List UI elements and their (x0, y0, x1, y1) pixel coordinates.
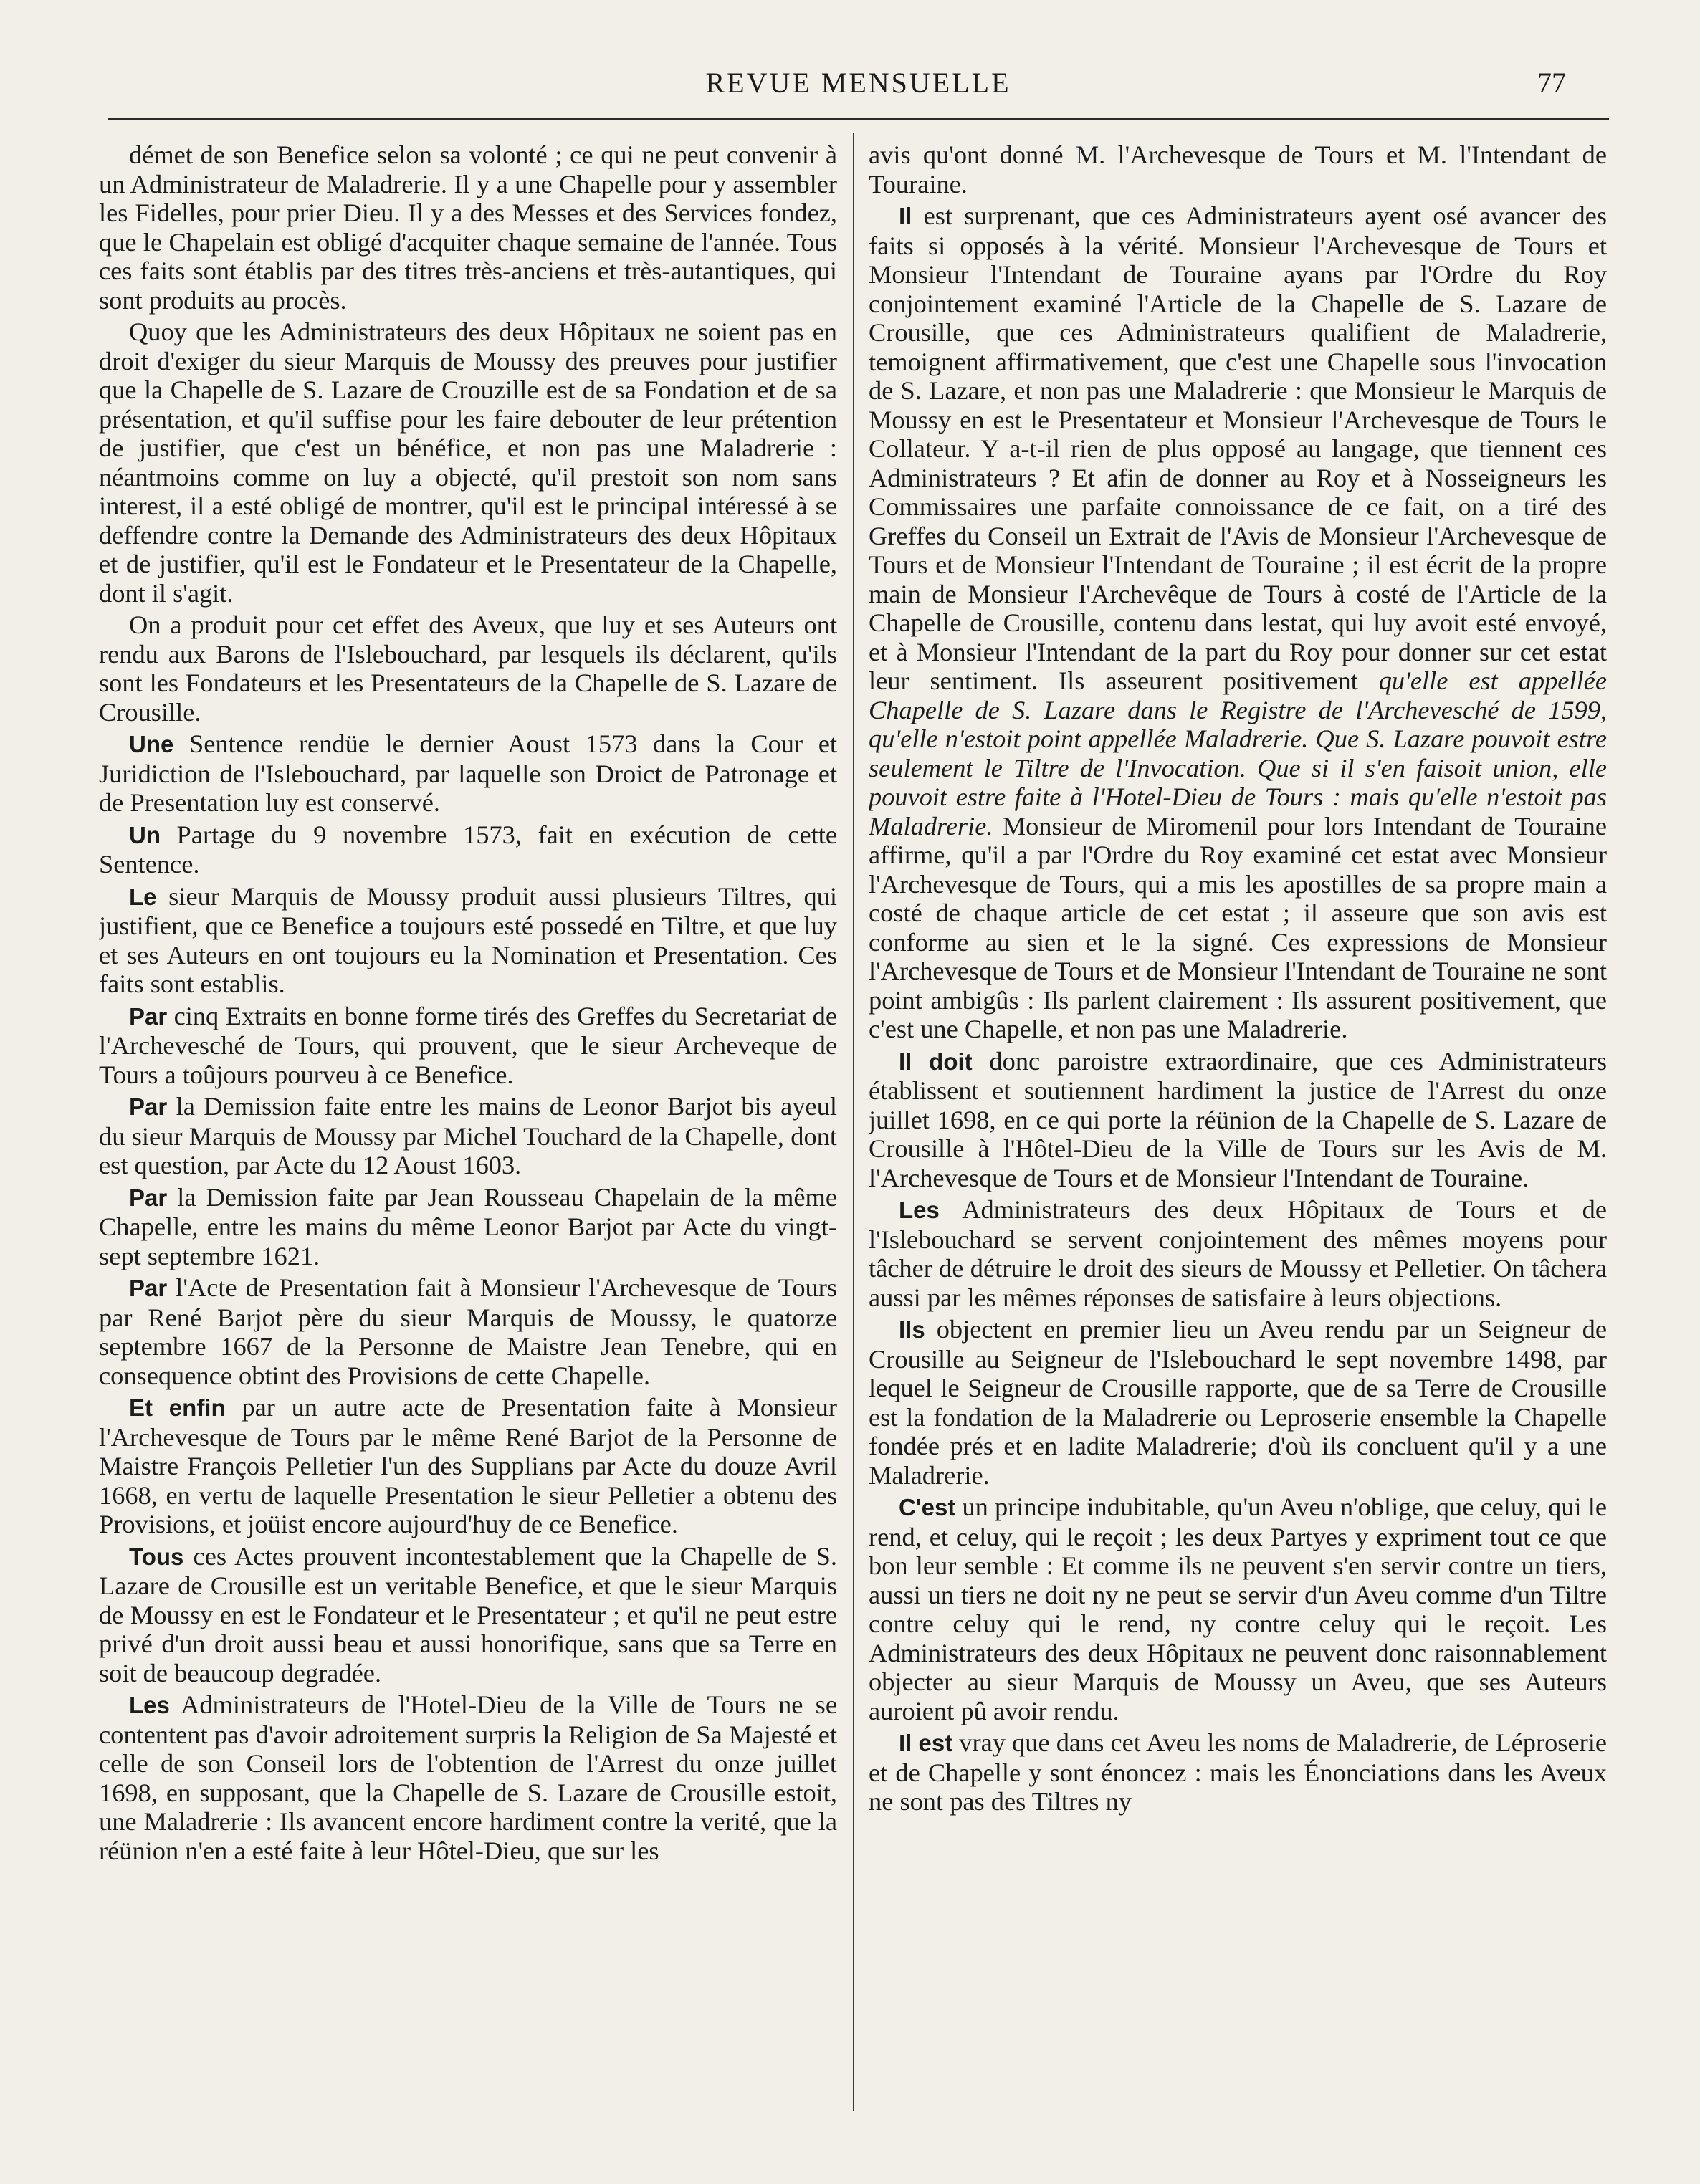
paragraph-lead: Il (899, 203, 912, 229)
paragraph-quote: qu'elle est appellée Chapelle de S. Lazare dans le Registre de l'Archevesché de 1599, qu'elle n'estoit point appellée Maladrerie. Que S. Lazare pouvoit estre seulement le Tiltre de l'Invocation. Que si il s'en faisoit union, elle pouvoit estre faite à l'Hotel-Dieu de Tours : mais qu'elle n'estoit pas Maladrerie. (869, 666, 1607, 840)
paragraph-lead: Et enfin (129, 1394, 226, 1421)
paragraph-lead: Il doit (899, 1048, 973, 1075)
paragraph-text: Administrateurs des deux Hôpitaux de Tours et de l'Islebouchard se servent conjointement des mêmes moyens pour tâcher de détruire le droit des sieurs de Moussy et Pelletier. On tâchera aussi par les mêmes réponses de satisfaire à leurs objections. (869, 1195, 1607, 1312)
paragraph-text: cinq Extraits en bonne forme tirés des Greffes du Secretariat de l'Archevesché de Tours, qui prouvent, que le sieur Archeveque de Tours a toûjours pourveu à ce Benefice. (99, 1001, 837, 1089)
paragraph-text: un principe indubitable, qu'un Aveu n'oblige, que celuy, qui le rend, et celuy, qui le reçoit ; les deux Partyes y expriment tout ce que bon leur semble : Et comme ils ne peuvent s'en servir contre un tiers, aussi un tiers ne doit ny ne peut se servir d'un Aveu comme d'un Tiltre contre celuy qui le rend, ny contre celuy qui le reçoit. Les Administrateurs des deux Hôpitaux ne peuvent donc raisonnablement objecter au sieur Marquis de Moussy un Aveu, que ses Auteurs auroient pû avoir rendu. (869, 1493, 1607, 1725)
paragraph (869, 1493, 1607, 1725)
paragraph-lead: C'est (899, 1494, 956, 1520)
paragraph (869, 1047, 1607, 1193)
paragraph (99, 1092, 837, 1180)
paragraph-lead: Un (129, 821, 161, 848)
paragraph-text: la Demission faite entre les mains de Leonor Barjot bis ayeul du sieur Marquis de Moussy par Michel Touchard de la Chapelle, dont est question, par Acte du 12 Aoust 1603. (99, 1092, 837, 1179)
paragraph (869, 140, 1607, 198)
paragraph-text: Administrateurs de l'Hotel-Dieu de la Ville de Tours ne se contentent pas d'avoir adroitement surpris la Religion de Sa Majesté et celle de son Conseil lors de l'obtention de l'Arrest du onze juillet 1698, en supposant, que la Chapelle de S. Lazare de Crousille estoit, une Maladrerie : Ils avancent encore hardiment contre la verité, que la réünion n'en a esté faite à leur Hôtel-Dieu, que sur les (99, 1690, 837, 1865)
paragraph (99, 1542, 837, 1688)
paragraph-text: ces Actes prouvent incontestablement que la Chapelle de S. Lazare de Crousille est un veritable Benefice, et que le sieur Marquis de Moussy en est le Fondateur et le Presentateur ; et qu'il ne peut estre privé d'un droit aussi beau et aussi honorifique, sans que sa Terre en soit de beaucoup degradée. (99, 1541, 837, 1687)
paragraph-text: l'Acte de Presentation fait à Monsieur l'Archevesque de Tours par René Barjot père du sieur Marquis de Moussy, le quatorze septembre 1667 de la Personne de Maistre Jean Tenebre, qui en consequence obtint des Provisions de cette Chapelle. (99, 1273, 837, 1390)
paragraph-lead: Le (129, 883, 157, 910)
paragraph-lead: Par (129, 1093, 168, 1120)
left-column (99, 140, 837, 2118)
paragraph (869, 1315, 1607, 1490)
paragraph-text: la Demission faite par Jean Rousseau Chapelain de la même Chapelle, entre les mains du même Leonor Barjot par Acte du vingt-sept septembre 1621. (99, 1182, 837, 1270)
paragraph (99, 610, 837, 727)
right-column (869, 140, 1607, 2118)
paragraph-text: objectent en premier lieu un Aveu rendu par un Seigneur de Crousille au Seigneur de l'Islebouchard le sept novembre 1498, par lequel le Seigneur de Crousille rapporte, que de sa Terre de Crousille est la fondation de la Maladrerie ou Leproserie ensemble la Chapelle fondée prés et en ladite Maladrerie; d'où ils concluent qu'il y a une Maladrerie. (869, 1315, 1607, 1490)
paragraph (99, 1183, 837, 1271)
paragraph-text: vray que dans cet Aveu les noms de Maladrerie, de Léproserie et de Chapelle y sont énoncez : mais les Énonciations dans les Aveux ne sont pas des Tiltres ny (869, 1728, 1607, 1816)
paragraph (99, 1393, 837, 1539)
paragraph-text: par un autre acte de Presentation faite à Monsieur l'Archevesque de Tours par le même René Barjot de la Personne de Maistre François Pelletier l'un des Supplians par Acte du douze Avril 1668, en vertu de laquelle Presentation le sieur Pelletier a obtenu des Provisions, et joüist encore aujourd'huy de ce Benefice. (99, 1393, 837, 1538)
paragraph-text: donc paroistre extraordinaire, que ces Administrateurs établissent et soutiennent hardiment la justice de l'Arrest du onze juillet 1698, en ce qui porte la réünion de la Chapelle de S. Lazare de Crousille à l'Hôtel-Dieu de la Ville de Tours sur les Avis de M. l'Archevesque de Tours et de Monsieur l'Intendant de Touraine. (869, 1046, 1607, 1192)
paragraph (99, 882, 837, 999)
paragraph-lead: Les (129, 1692, 170, 1718)
paragraph-lead: Il est (899, 1730, 953, 1756)
paragraph-text: sieur Marquis de Moussy produit aussi plusieurs Tiltres, qui justifient, que ce Benefice a toujours esté possedé en Tiltre, et que luy et ses Auteurs en ont toujours eu la Nomination et Presentation. Ces faits sont establis. (99, 881, 837, 998)
paragraph (99, 140, 837, 315)
paragraph-lead: Par (129, 1275, 168, 1301)
paragraph-lead: Une (129, 731, 174, 757)
paragraph-text: Partage du 9 novembre 1573, fait en exécution de cette Sentence. (99, 820, 837, 878)
paragraph-text: démet de son Benefice selon sa volonté ; ce qui ne peut convenir à un Administrateur de Maladrerie. Il y a une Chapelle pour y assembler les Fidelles, pour prier Dieu. Il y a des Messes et des Services fondez, que le Chapelain est obligé d'acquiter chaque semaine de l'année. Tous ces faits sont établis par des titres très-anciens et très-autantiques, qui sont produits au procès. (99, 140, 837, 315)
paragraph (869, 1728, 1607, 1816)
paragraph-lead: Les (899, 1197, 940, 1223)
paragraph-text: Monsieur de Miromenil pour lors Intendant de Touraine affirme, qu'il a par l'Ordre du Roy examiné cet estat avec Monsieur l'Archevesque de Tours, qui a mis les apostilles de sa propre main a costé de chaque article de cet estat ; il asseure que son avis est conforme au sien et le la signé. Ces expressions de Monsieur l'Archevesque de Tours et de Monsieur l'Intendant de Touraine ne sont point ambigûs : Ils parlent clairement : Ils assurent positivement, que c'est une Chapelle, et non pas une Maladrerie. (869, 811, 1607, 1043)
running-header (108, 63, 1609, 106)
paragraph-text: est surprenant, que ces Administrateurs ayent osé avancer des faits si opposés à la vérité. Monsieur l'Archevesque de Tours et Monsieur l'Intendant de Touraine ayans par l'Ordre du Roy conjointement examiné l'Article de la Chapelle de S. Lazare de Crousille, que ces Administrateurs qualifient de Maladrerie, temoignent affirmativement, que c'est une Chapelle sous l'invocation de S. Lazare, et non pas une Maladrerie : que Monsieur le Marquis de Moussy en est le Presentateur et Monsieur l'Archevesque de Tours le Collateur. Y a-t-il rien de plus opposé au langage, que tiennent ces Administrateurs ? Et afin de donner au Roy et à Nosseigneurs les Commissaires une parfaite connoissance de ce fait, on a tiré des Greffes du Conseil un Extrait de l'Avis de Monsieur l'Archevesque de Tours et de Monsieur l'Intendant de Touraine ; il est écrit de la propre main de Monsieur l'Archevêque de Tours à costé de l'Article de la Chapelle de Crousille, contenu dans lestat, qui luy avoit esté envoyé, et à Monsieur l'Intendant de la part du Roy pour donner sur cet estat leur sentiment. Ils asseurent positivement (869, 201, 1607, 695)
journal-title: REVUE MENSUELLE (705, 67, 1011, 99)
paragraph (869, 201, 1607, 1044)
column-divider (853, 133, 854, 2111)
paragraph-text: Sentence rendüe le dernier Aoust 1573 dans la Cour et Juridiction de l'Islebouchard, par laquelle son Droict de Patronage et de Presentation luy est conservé. (99, 729, 837, 817)
header-rule (108, 118, 1609, 120)
page-number: 77 (1537, 67, 1566, 99)
paragraph (99, 1002, 837, 1090)
paragraph (99, 317, 837, 608)
paragraph-lead: Ils (899, 1316, 925, 1343)
paragraph-text: Quoy que les Administrateurs des deux Hôpitaux ne soient pas en droit d'exiger du sieur Marquis de Moussy des preuves pour justifier que la Chapelle de S. Lazare de Crouzille est de sa Fondation et de sa présentation, et qu'il suffise pour les faire debouter de leur prétention de justifier, que c'est un bénéfice, et non pas une Maladrerie : néantmoins comme on luy a objecté, qu'il prestoit son nom sans interest, il a esté obligé de montrer, qu'il est le principal intéressé à se deffendre contre la Demande des Administrateurs des deux Hôpitaux et de justifier, qu'il est le Fondateur et le Presentateur de la Chapelle, dont il s'agit. (99, 317, 837, 608)
paragraph-lead: Par (129, 1184, 168, 1211)
paragraph-lead: Tous (129, 1543, 184, 1570)
paragraph (99, 729, 837, 818)
paragraph (869, 1195, 1607, 1312)
paragraph (99, 1690, 837, 1865)
paragraph (99, 1273, 837, 1390)
paragraph-text: avis qu'ont donné M. l'Archevesque de Tours et M. l'Intendant de Touraine. (869, 140, 1607, 198)
paragraph-lead: Par (129, 1002, 168, 1030)
paragraph (99, 820, 837, 879)
paragraph-text: On a produit pour cet effet des Aveux, que luy et ses Auteurs ont rendu aux Barons de l'Islebouchard, par lesquels ils déclarent, qu'ils sont les Fondateurs et les Presentateurs de la Chapelle de S. Lazare de Crousille. (99, 610, 837, 727)
